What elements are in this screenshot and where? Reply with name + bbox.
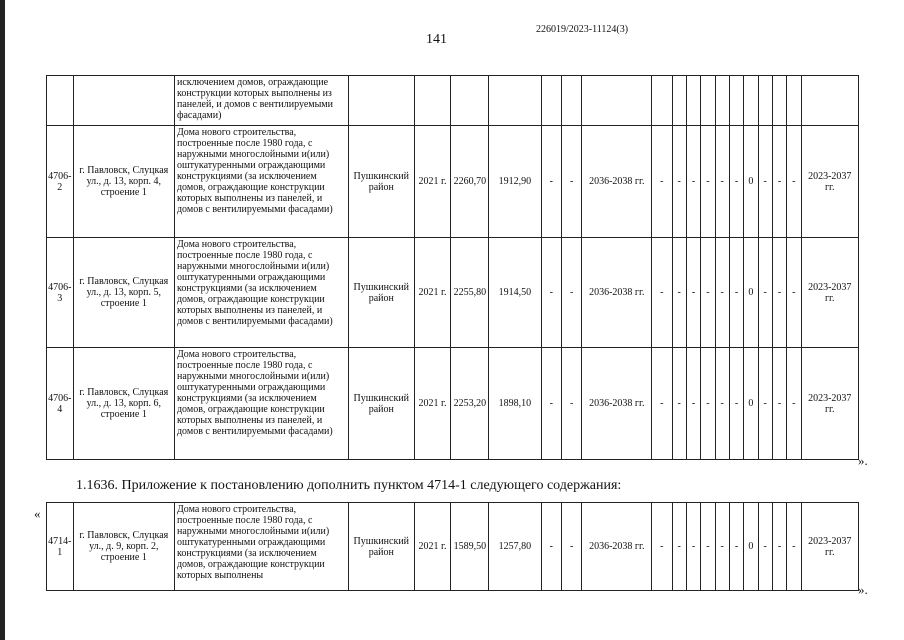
year-cell xyxy=(414,76,451,126)
value-cell: - xyxy=(686,238,700,348)
plan-period-cell xyxy=(801,76,859,126)
value-cell: - xyxy=(729,503,743,591)
value-cell: - xyxy=(541,503,561,591)
value-cell: - xyxy=(758,126,772,238)
row-number-cell: 4706-4 xyxy=(47,348,74,460)
repair-period-cell xyxy=(582,76,652,126)
repair-period-cell: 2036-2038 гг. xyxy=(582,503,652,591)
row-number-cell: 4714-1 xyxy=(47,503,74,591)
table-row xyxy=(47,348,859,460)
value-cell: - xyxy=(758,238,772,348)
value-cell: - xyxy=(561,238,581,348)
value-cell: 0 xyxy=(744,126,758,238)
value-cell: - xyxy=(701,238,715,348)
address-cell: г. Павловск, Слуцкая ул., д. 13, корп. 6, строение 1 xyxy=(73,348,174,460)
living-area-cell: 1912,90 xyxy=(489,126,541,238)
closing-quote-2: ». xyxy=(858,582,868,597)
year-cell: 2021 г. xyxy=(414,126,451,238)
address-cell xyxy=(73,76,174,126)
value-cell: - xyxy=(772,238,786,348)
row-number-cell xyxy=(47,76,74,126)
value-cell: - xyxy=(561,503,581,591)
address-cell: г. Павловск, Слуцкая ул., д. 13, корп. 4, строение 1 xyxy=(73,126,174,238)
district-cell: Пушкинский район xyxy=(349,238,415,348)
closing-quote: ». xyxy=(858,453,868,468)
value-cell: 0 xyxy=(744,348,758,460)
value-cell xyxy=(672,76,686,126)
district-cell: Пушкинский район xyxy=(349,348,415,460)
total-area-cell: 2255,80 xyxy=(451,238,489,348)
total-area-cell: 2253,20 xyxy=(451,348,489,460)
value-cell: - xyxy=(672,126,686,238)
value-cell: - xyxy=(672,503,686,591)
row-number-cell: 4706-3 xyxy=(47,238,74,348)
document-code: 226019/2023-11124(3) xyxy=(536,24,629,35)
value-cell: - xyxy=(672,348,686,460)
table-row xyxy=(47,238,859,348)
value-cell: - xyxy=(772,126,786,238)
living-area-cell: 1898,10 xyxy=(489,348,541,460)
value-cell: - xyxy=(541,238,561,348)
value-cell xyxy=(772,76,786,126)
total-area-cell: 1589,50 xyxy=(451,503,489,591)
row-number-cell: 4706-2 xyxy=(47,126,74,238)
plan-period-cell: 2023-2037 гг. xyxy=(801,348,859,460)
value-cell: - xyxy=(686,348,700,460)
opening-quote: « xyxy=(34,506,41,521)
value-cell: - xyxy=(701,503,715,591)
year-cell: 2021 г. xyxy=(414,238,451,348)
value-cell: - xyxy=(541,348,561,460)
plan-period-cell: 2023-2037 гг. xyxy=(801,503,859,591)
page-edge-scan-artifact xyxy=(0,0,5,640)
value-cell: - xyxy=(541,126,561,238)
value-cell: - xyxy=(715,238,729,348)
value-cell: - xyxy=(787,126,801,238)
description-cell: Дома нового строительства, построенные после 1980 года, с наружными многослойными и(или) оштукатуренными ограждающими конструкциями (за исключением домов, ограждающие конструкции которых выполнены xyxy=(174,503,348,591)
value-cell xyxy=(787,76,801,126)
description-cell: Дома нового строительства, построенные после 1980 года, с наружными многослойными и(или) оштукатуренными ограждающими конструкциями (за исключением домов, ограждающие конструкции которых выполнены из панелей, и домов с вентилируемыми фасадами) xyxy=(174,126,348,238)
value-cell: - xyxy=(715,126,729,238)
table-row xyxy=(47,126,859,238)
value-cell xyxy=(744,76,758,126)
value-cell: - xyxy=(561,126,581,238)
value-cell xyxy=(701,76,715,126)
value-cell: - xyxy=(715,503,729,591)
value-cell: - xyxy=(772,348,786,460)
value-cell: - xyxy=(652,238,672,348)
value-cell: - xyxy=(672,238,686,348)
value-cell xyxy=(758,76,772,126)
value-cell xyxy=(715,76,729,126)
value-cell: - xyxy=(787,238,801,348)
value-cell: - xyxy=(729,238,743,348)
living-area-cell: 1257,80 xyxy=(489,503,541,591)
value-cell: - xyxy=(561,348,581,460)
repair-period-cell: 2036-2038 гг. xyxy=(582,126,652,238)
value-cell: - xyxy=(787,348,801,460)
living-area-cell xyxy=(489,76,541,126)
value-cell: - xyxy=(758,503,772,591)
value-cell xyxy=(729,76,743,126)
table-row xyxy=(47,503,859,591)
amendment-clause: 1.1636. Приложение к постановлению дополнить пунктом 4714-1 следующего содержания: xyxy=(76,478,622,493)
housing-registry-addition-table xyxy=(46,502,859,591)
total-area-cell xyxy=(451,76,489,126)
repair-period-cell: 2036-2038 гг. xyxy=(582,238,652,348)
value-cell xyxy=(541,76,561,126)
value-cell: - xyxy=(729,126,743,238)
year-cell: 2021 г. xyxy=(414,348,451,460)
value-cell: - xyxy=(686,503,700,591)
table-row xyxy=(47,76,859,126)
value-cell: - xyxy=(652,348,672,460)
address-cell: г. Павловск, Слуцкая ул., д. 9, корп. 2, строение 1 xyxy=(73,503,174,591)
address-cell: г. Павловск, Слуцкая ул., д. 13, корп. 5, строение 1 xyxy=(73,238,174,348)
value-cell: - xyxy=(758,348,772,460)
repair-period-cell: 2036-2038 гг. xyxy=(582,348,652,460)
value-cell: - xyxy=(729,348,743,460)
value-cell: - xyxy=(701,126,715,238)
plan-period-cell: 2023-2037 гг. xyxy=(801,126,859,238)
value-cell: - xyxy=(701,348,715,460)
value-cell: - xyxy=(652,503,672,591)
living-area-cell: 1914,50 xyxy=(489,238,541,348)
plan-period-cell: 2023-2037 гг. xyxy=(801,238,859,348)
value-cell: - xyxy=(652,126,672,238)
value-cell: - xyxy=(686,126,700,238)
housing-registry-table xyxy=(46,75,859,460)
description-cell: Дома нового строительства, построенные после 1980 года, с наружными многослойными и(или) оштукатуренными ограждающими конструкциями (за исключением домов, ограждающие конструкции которых выполнены из панелей, и домов с вентилируемыми фасадами) xyxy=(174,348,348,460)
value-cell xyxy=(652,76,672,126)
district-cell: Пушкинский район xyxy=(349,126,415,238)
value-cell: 0 xyxy=(744,503,758,591)
value-cell: - xyxy=(772,503,786,591)
total-area-cell: 2260,70 xyxy=(451,126,489,238)
value-cell: - xyxy=(715,348,729,460)
value-cell xyxy=(686,76,700,126)
year-cell: 2021 г. xyxy=(414,503,451,591)
value-cell: 0 xyxy=(744,238,758,348)
value-cell: - xyxy=(787,503,801,591)
value-cell xyxy=(561,76,581,126)
district-cell: Пушкинский район xyxy=(349,503,415,591)
district-cell xyxy=(349,76,415,126)
description-cell: Дома нового строительства, построенные после 1980 года, с наружными многослойными и(или) оштукатуренными ограждающими конструкциями (за исключением домов, ограждающие конструкции которых выполнены из панелей, и домов с вентилируемыми фасадами) xyxy=(174,238,348,348)
description-cell: исключением домов, ограждающие конструкции которых выполнены из панелей, и домов с вентилируемыми фасадами) xyxy=(174,76,348,126)
page-number: 141 xyxy=(426,32,447,47)
